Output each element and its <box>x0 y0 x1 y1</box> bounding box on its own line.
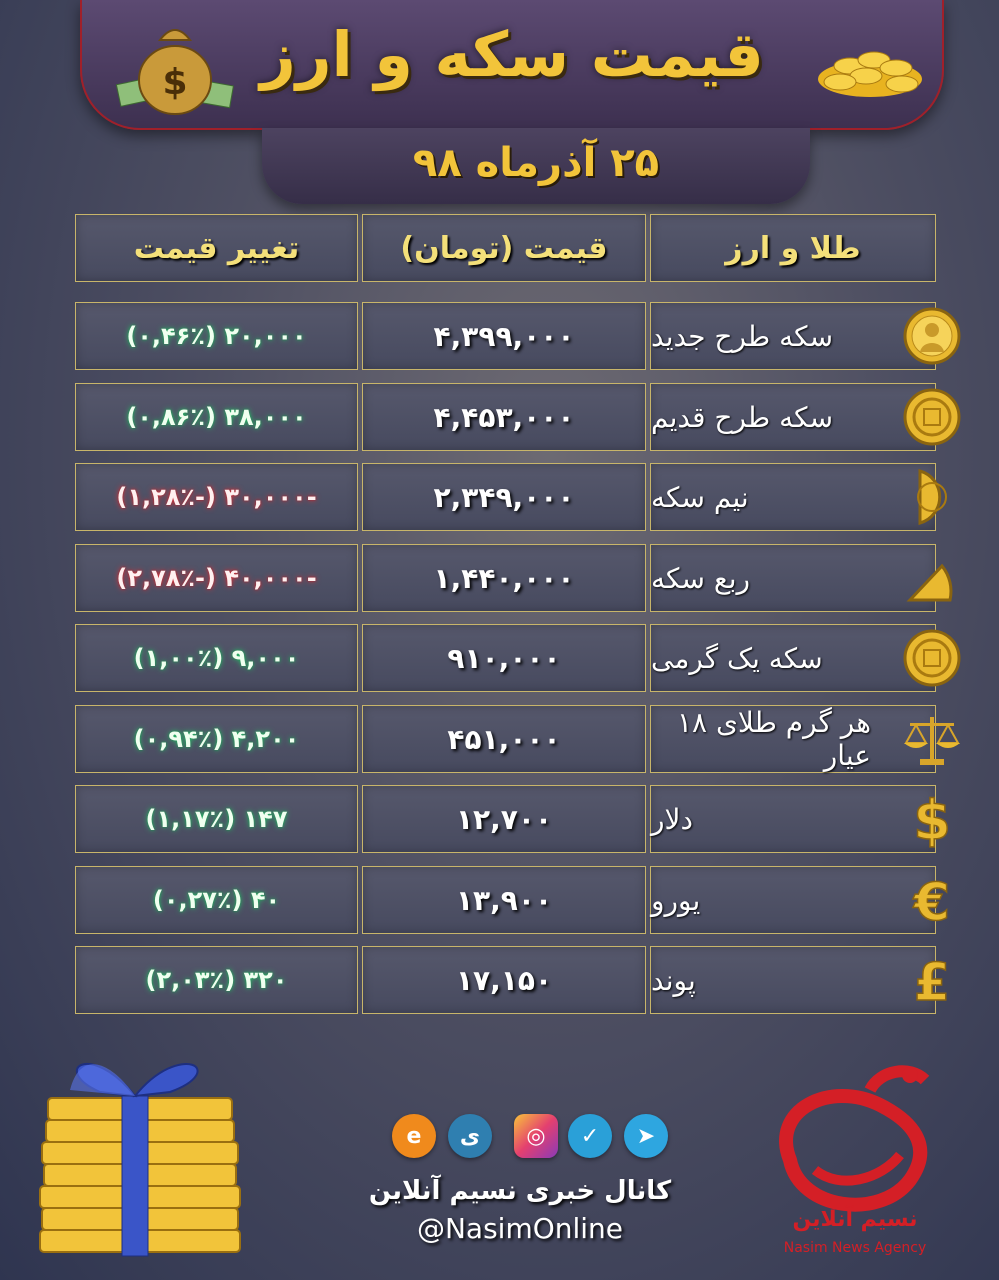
header-change: تغییر قیمت <box>75 214 358 282</box>
asset-name: ربع سکه <box>650 544 936 612</box>
asset-price: ۱۷,۱۵۰ <box>362 946 646 1014</box>
asset-change: ۳۸,۰۰۰ (۰,۸۶٪) <box>75 383 358 451</box>
asset-price: ۱,۴۴۰,۰۰۰ <box>362 544 646 612</box>
date-label: ۲۵ آذرماه ۹۸ <box>412 140 660 186</box>
eitaa-icon[interactable]: e <box>392 1114 436 1158</box>
soroush-icon[interactable]: ی <box>448 1114 492 1158</box>
page-title: قیمت سکه و ارز <box>260 18 764 91</box>
scale-icon <box>902 709 962 769</box>
asset-name: نیم سکه <box>650 463 936 531</box>
svg-text:$: $ <box>913 789 951 849</box>
asset-change: ۹,۰۰۰ (۱,۰۰٪) <box>75 624 358 692</box>
pound-icon <box>902 950 962 1010</box>
asset-name: دلار <box>650 785 936 853</box>
asset-price: ۴۵۱,۰۰۰ <box>362 705 646 773</box>
instagram-icon[interactable]: ◎ <box>514 1114 558 1158</box>
svg-text:$: $ <box>162 62 188 103</box>
gold-coins-icon <box>810 24 930 104</box>
bale-icon[interactable]: ✓ <box>568 1114 612 1158</box>
asset-name: سکه طرح جدید <box>650 302 936 370</box>
asset-name: پوند <box>650 946 936 1014</box>
asset-name: یورو <box>650 866 936 934</box>
asset-change: ۴,۲۰۰ (۰,۹۴٪) <box>75 705 358 773</box>
telegram-icon[interactable]: ➤ <box>624 1114 668 1158</box>
asset-name: هر گرم طلای ۱۸ عیار <box>650 705 936 773</box>
gold-coin-portrait-icon <box>902 306 962 366</box>
dollar-icon <box>902 789 962 849</box>
asset-change: -۴۰,۰۰۰ (-۲,۷۸٪) <box>75 544 358 612</box>
date-band <box>262 128 810 204</box>
svg-text:€: € <box>913 873 951 930</box>
asset-change: ۱۴۷ (۱,۱۷٪) <box>75 785 358 853</box>
asset-price: ۹۱۰,۰۰۰ <box>362 624 646 692</box>
asset-change: ۲۰,۰۰۰ (۰,۴۶٪) <box>75 302 358 370</box>
quarter-coin-icon <box>902 548 962 608</box>
asset-price: ۴,۴۵۳,۰۰۰ <box>362 383 646 451</box>
header-price: قیمت (تومان) <box>362 214 646 282</box>
euro-icon <box>902 870 962 930</box>
asset-change: ۳۲۰ (۲,۰۳٪) <box>75 946 358 1014</box>
asset-change: ۴۰ (۰,۲۷٪) <box>75 866 358 934</box>
svg-text:£: £ <box>913 953 951 1010</box>
half-coin-icon <box>902 467 962 527</box>
gold-coin-old-icon <box>902 387 962 447</box>
money-bag-icon <box>110 10 240 120</box>
nasim-logo <box>760 1050 950 1265</box>
asset-name: سکه طرح قدیم <box>650 383 936 451</box>
header-asset: طلا و ارز <box>650 214 936 282</box>
asset-change: -۳۰,۰۰۰ (-۱,۲۸٪) <box>75 463 358 531</box>
channel-label: کانال خبری نسیم آنلاین <box>368 1176 672 1206</box>
channel-handle[interactable]: @NasimOnline <box>416 1212 624 1245</box>
gift-coins-icon <box>30 1030 250 1270</box>
asset-price: ۱۳,۹۰۰ <box>362 866 646 934</box>
asset-price: ۲,۳۴۹,۰۰۰ <box>362 463 646 531</box>
asset-price: ۴,۳۹۹,۰۰۰ <box>362 302 646 370</box>
logo-subtext: Nasim News Agency <box>783 1240 927 1256</box>
asset-price: ۱۲,۷۰۰ <box>362 785 646 853</box>
logo-text: نسیم آنلاین <box>792 1207 918 1232</box>
asset-name: سکه یک گرمی <box>650 624 936 692</box>
one-gram-coin-icon <box>902 628 962 688</box>
